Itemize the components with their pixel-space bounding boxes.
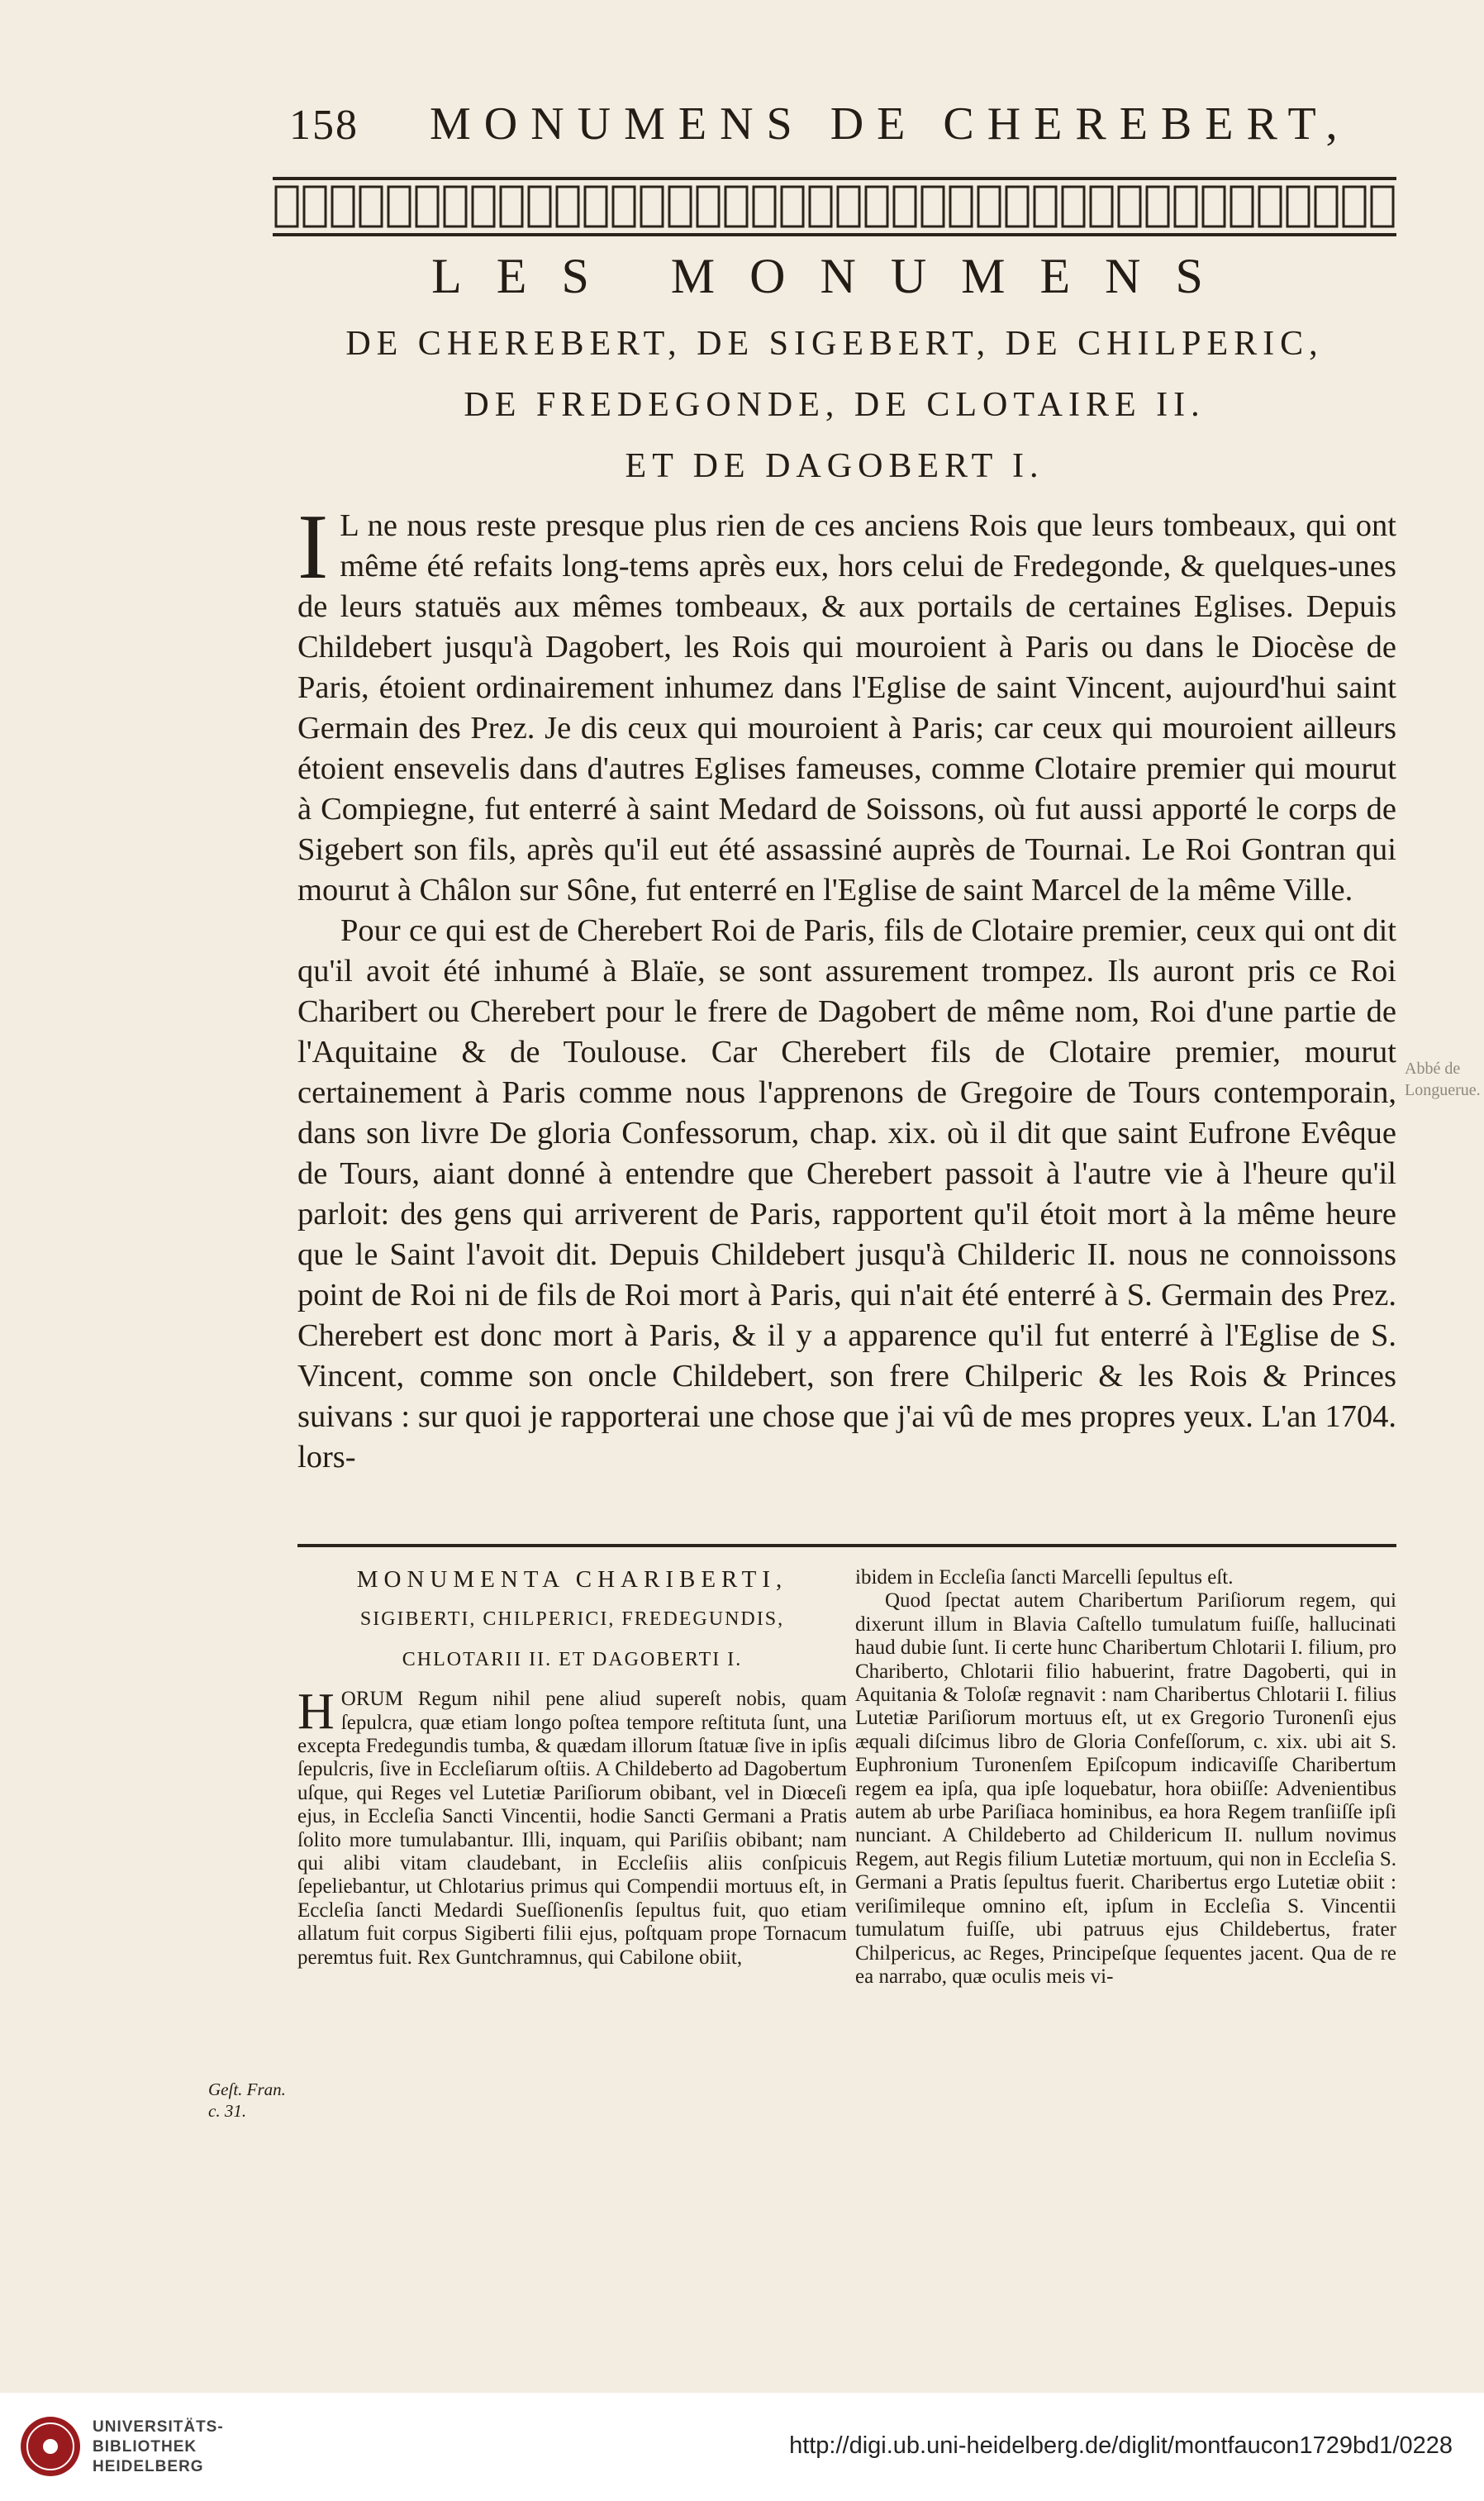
ornament-cell	[1372, 187, 1393, 226]
ornament-cell	[1259, 187, 1281, 226]
ornament-cell	[838, 187, 859, 226]
ornament-cell	[445, 187, 466, 226]
ornament-cell	[1147, 187, 1168, 226]
ornament-cell	[529, 187, 550, 226]
latin-heading-3: CHLOTARII II. ET DAGOBERTI I.	[402, 1648, 743, 1670]
ornament-cell	[416, 187, 438, 226]
latin-paragraph-left	[297, 1684, 847, 1970]
latin-right-paragraph: Quod ſpectat autem Charibertum Pariſiorum regem, qui dixerunt illum in Blavia Caſtello tumulatum fuiſſe, hallucinati haud dubie ſunt. Ii certe hunc Charibertum Chlotarii I. filium, pro Chariberto, Chlotarii filio habuerint, fratre Dagoberti, qui in Aquitania & Toloſæ regnavit : nam Charibertus Chlotarii I. filius Lutetiæ Pariſiorum mortuus eſt, ut ex Gregorio Turonenſi ejus æquali diſcimus libro de Gloria Confeſſorum, c. xix. ubi ait S. Euphronium Turonenſem Epiſcopum indicaviſſe Charibertum regem ea ipſa, qua ipſe loquebatur, hora obiiſſe: Advenientibus autem ab urbe Pariſiaca hominibus, ea hora Regem tranſiiſſe ipſi nunciant. A Childeberto ad Childericum II. nullum novimus Regem, aut Regis filium Lutetiæ mortuum, qui non in Eccleſia S. Germani a Pratis ſepultus fuerit. Charibertus ergo Lutetiæ obiit : veriſimileque omnino eſt, ipſum in Eccleſia S. Vincentii tumulatum fuiſſe, ubi patruus ejus Childebertus, frater Chilpericus, ac Reges, Principeſque ſequentes jacent. Qua de re ea narrabo, quæ oculis meis vi-	[855, 1589, 1396, 1988]
ornament-cell	[641, 187, 663, 226]
ornament-cell	[1063, 187, 1084, 226]
ornament-cell	[810, 187, 831, 226]
library-name-line-2: BIBLIOTHEK	[93, 2438, 197, 2456]
latin-column-left	[297, 1566, 847, 1970]
french-paragraph-1-text: L ne nous reste presque plus rien de ces anciens Rois que leurs tombeaux, qui ont même été refaits long-tems après eux, hors celui de Fredegonde, & quelques-unes de leurs statuës aux mêmes tombeaux, & aux portails de certaines Eglises. Depuis Childebert jusqu'à Dagobert, les Rois qui mouroient à Paris ou dans le Diocèse de Paris, étoient ordinairement inhumez dans l'Eglise de saint Vincent, aujourd'hui saint Germain des Prez. Je dis ceux qui mouroient à Paris; car ceux qui mouroient ailleurs étoient ensevelis dans d'autres Eglises fameuses, comme Clotaire premier qui mourut à Compiegne, fut enterré à saint Medard de Soissons, où fut aussi apporté le corps de Sigebert son fils, après qu'il eut été assassiné auprès de Tournai. Le Roi Gontran qui mourut à Châlon sur Sône, fut enterré en l'Eglise de saint Marcel de la même Ville.	[297, 508, 1396, 908]
library-name-line-1: UNIVERSITÄTS-	[93, 2418, 224, 2436]
latin-heading-1: MONUMENTA CHARIBERTI,	[356, 1566, 788, 1593]
university-seal-icon	[18, 2414, 83, 2479]
library-name	[93, 2418, 224, 2477]
library-name-line-3: HEIDELBERG	[93, 2458, 204, 2475]
page-header	[289, 98, 1380, 155]
page-number: 158	[289, 102, 359, 149]
ornament-cell	[754, 187, 775, 226]
french-margin-note: Abbé de Longuerue.	[1405, 1060, 1481, 1099]
running-head: MONUMENS DE CHEREBERT,	[430, 98, 1351, 150]
ornament-cell	[697, 187, 719, 226]
latin-drop-cap: H	[297, 1684, 335, 1741]
ornament-cell	[1119, 187, 1140, 226]
ornament-cell	[866, 187, 887, 226]
latin-heading-2: SIGIBERTI, CHILPERICI, FREDEGUNDIS,	[359, 1608, 785, 1631]
ornament-cell	[725, 187, 747, 226]
ornament-cell	[332, 187, 354, 226]
drop-cap: I	[297, 496, 329, 598]
ornament-cell	[782, 187, 803, 226]
title-main: LES MONUMENS	[431, 249, 1238, 303]
viewer-footer	[0, 2393, 1484, 2501]
ornament-cell	[501, 187, 522, 226]
french-text	[297, 496, 1396, 1478]
latin-margin-note: Geſt. Fran. c. 31.	[208, 2079, 286, 2121]
ornament-cell	[276, 187, 297, 226]
ornament-cell	[1287, 187, 1309, 226]
ornament-cell	[894, 187, 916, 226]
section-rule	[297, 1544, 1396, 1547]
ornament-cell	[1035, 187, 1056, 226]
ornament-cell	[557, 187, 578, 226]
latin-left-text: ORUM Regum nihil pene aliud supereſt nobis, quam ſepulcra, quæ etiam longo poſtea tempore reſtituta ſunt, una excepta Fredegundis tumba, & quædam illorum ſtatuæ ſive in ipſis ſepulcris, ſive in Eccleſiarum oſtiis. A Childeberto ad Dagobertum uſque, qui Reges vel Lutetiæ Pariſiorum obibant, vel in Diœceſi ejus, in Eccleſia Sancti Vincentii, hodie Sancti Germani a Pratis ſolito more tumulabantur. Illi, inquam, qui Pariſiis obibant; nam qui alibi vitam claudebant, in Eccleſiis aliis conſpicuis ſepeliebantur, ut Chlotarius primus qui Compendii mortuus eſt, in Eccleſia ſancti Medardi Sueſſionenſis ſepultus fuit, quo etiam allatum fuit corpus Sigiberti filii ejus, poſtquam prope Tornacum peremtus fuit. Rex Guntchramnus, qui Cabilone obiit,	[297, 1688, 847, 1969]
french-paragraph-1	[297, 496, 1396, 911]
ornament-cell	[950, 187, 972, 226]
ornament-cell	[613, 187, 635, 226]
ornament-cell	[1344, 187, 1365, 226]
source-url-link[interactable]: http://digi.ub.uni-heidelberg.de/diglit/montfaucon1729bd1/0228	[789, 2432, 1453, 2459]
ornament-cell	[1175, 187, 1196, 226]
ornament-cell	[669, 187, 691, 226]
title-line-1: DE CHEREBERT, DE SIGEBERT, DE CHILPERIC,	[345, 325, 1324, 363]
ornament-cell	[1315, 187, 1337, 226]
title-line-2: DE FREDEGONDE, DE CLOTAIRE II.	[464, 386, 1206, 424]
ornament-cell	[1091, 187, 1112, 226]
latin-column-right	[855, 1566, 1396, 1989]
french-paragraph-2: Pour ce qui est de Cherebert Roi de Paris, fils de Clotaire premier, ceux qui ont dit qu'il avoit été inhumé à Blaïe, se sont assurement trompez. Ils auront pris ce Roi Charibert ou Cherebert pour le frere de Dagobert de même nom, Roi d'une partie de l'Aquitaine & de Toulouse. Car Cherebert fils de Clotaire premier, mourut certainement à Paris comme nous l'apprenons de Gregoire de Tours contemporain, dans son livre De gloria Confessorum, chap. xix. où il dit que saint Eufrone Evêque de Tours, aiant donné à entendre que Cherebert passoit à l'autre vie à l'heure qu'il parloit: des gens qui arriverent de Paris, rapportent qu'il étoit mort à la même heure que le Saint l'avoit dit. Depuis Childebert jusqu'à Childeric II. nous ne connoissons point de Roi ni de fils de Roi mort à Paris, qui n'ait été enterré à S. Germain des Prez. Cherebert est donc mort à Paris, & il y a apparence qu'il fut enterré à l'Eglise de S. Vincent, comme son oncle Childebert, son frere Chilperic & les Rois & Princes suivans : sur quoi je rapporterai une chose que j'ai vû de mes propres yeux. L'an 1704. lors-	[297, 913, 1396, 1474]
title-line-3: ET DE DAGOBERT I.	[625, 447, 1044, 485]
ornament-cell	[1006, 187, 1028, 226]
ornament-cell	[388, 187, 410, 226]
latin-right-first-line: ibidem in Eccleſia ſancti Marcelli ſepultus eſt.	[855, 1566, 1234, 1589]
ornament-cell	[922, 187, 944, 226]
ornament-cell	[585, 187, 606, 226]
ornament-cell	[978, 187, 1000, 226]
ornamental-band	[273, 175, 1396, 238]
ornament-cell	[304, 187, 326, 226]
ornament-cell	[1203, 187, 1225, 226]
ornament-cell	[473, 187, 494, 226]
ornament-cell	[360, 187, 382, 226]
ornament-cell	[1231, 187, 1253, 226]
